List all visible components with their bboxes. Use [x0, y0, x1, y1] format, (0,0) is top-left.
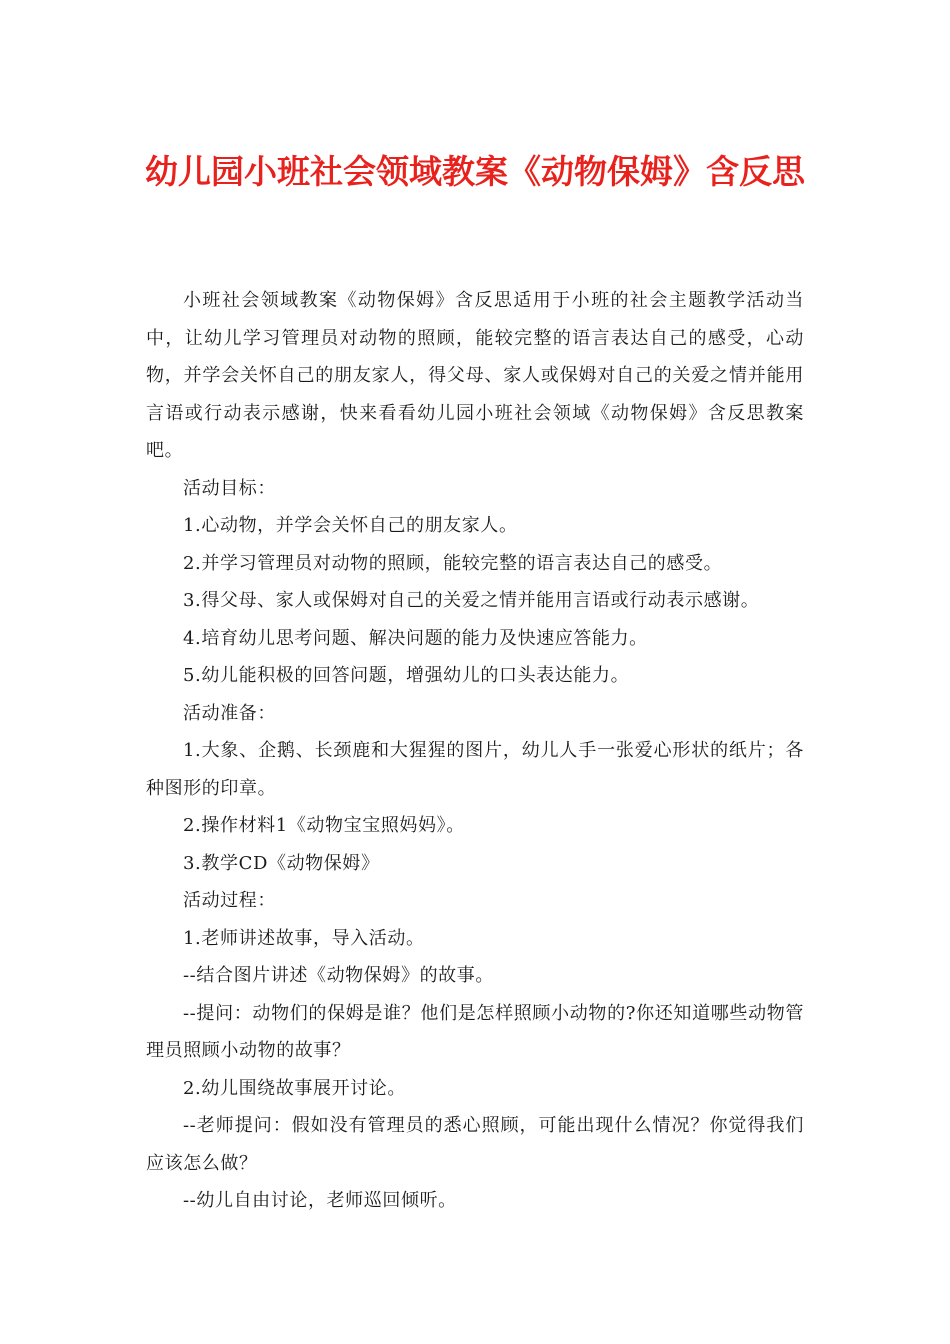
section-heading-goals: 活动目标：: [183, 477, 276, 499]
list-item: 1.大象、企鹅、长颈鹿和大猩猩的图片，幼儿人手一张爱心形状的纸片；各种图形的印章。: [146, 740, 804, 799]
list-item: 2.并学习管理员对动物的照顾，能较完整的语言表达自己的感受。: [183, 552, 723, 574]
list-item: 2.幼儿围绕故事展开讨论。: [183, 1077, 406, 1099]
document-body: [146, 282, 804, 1220]
list-item: 3.得父母、家人或保姆对自己的关爱之情并能用言语或行动表示感谢。: [183, 590, 760, 611]
list-item: --老师提问：假如没有管理员的悉心照顾，可能出现什么情况？你觉得我们应该怎么做？: [146, 1115, 804, 1174]
document-title: 幼儿园小班社会领域教案《动物保姆》含反思: [145, 152, 805, 191]
list-item: 1.老师讲述故事，导入活动。: [183, 927, 425, 949]
section-heading-process: 活动过程：: [183, 890, 276, 911]
list-item: --幼儿自由讨论，老师巡回倾听。: [183, 1190, 457, 1211]
list-item: 3.教学CD《动物保姆》: [183, 852, 380, 874]
list-item: 2.操作材料1《动物宝宝照妈妈》。: [183, 815, 465, 836]
list-item: 1.心动物，并学会关怀自己的朋友家人。: [183, 515, 518, 536]
intro-paragraph: 小班社会领域教案《动物保姆》含反思适用于小班的社会主题教学活动当中，让幼儿学习管理员对动物的照顾，能较完整的语言表达自己的感受，心动物，并学会关怀自己的朋友家人，得父母、家人或保姆对自己的关爱之情并能用言语或行动表示感谢，快来看看幼儿园小班社会领域《动物保姆》含反思教案吧。: [146, 290, 804, 461]
section-heading-preparation: 活动准备：: [183, 702, 276, 724]
list-item: --结合图片讲述《动物保姆》的故事。: [183, 965, 494, 986]
list-item: 4.培育幼儿思考问题、解决问题的能力及快速应答能力。: [183, 627, 648, 649]
list-item: 5.幼儿能积极的回答问题，增强幼儿的口头表达能力。: [183, 665, 630, 686]
list-item: --提问：动物们的保姆是谁？他们是怎样照顾小动物的?你还知道哪些动物管理员照顾小动物的故事？: [146, 1002, 804, 1061]
